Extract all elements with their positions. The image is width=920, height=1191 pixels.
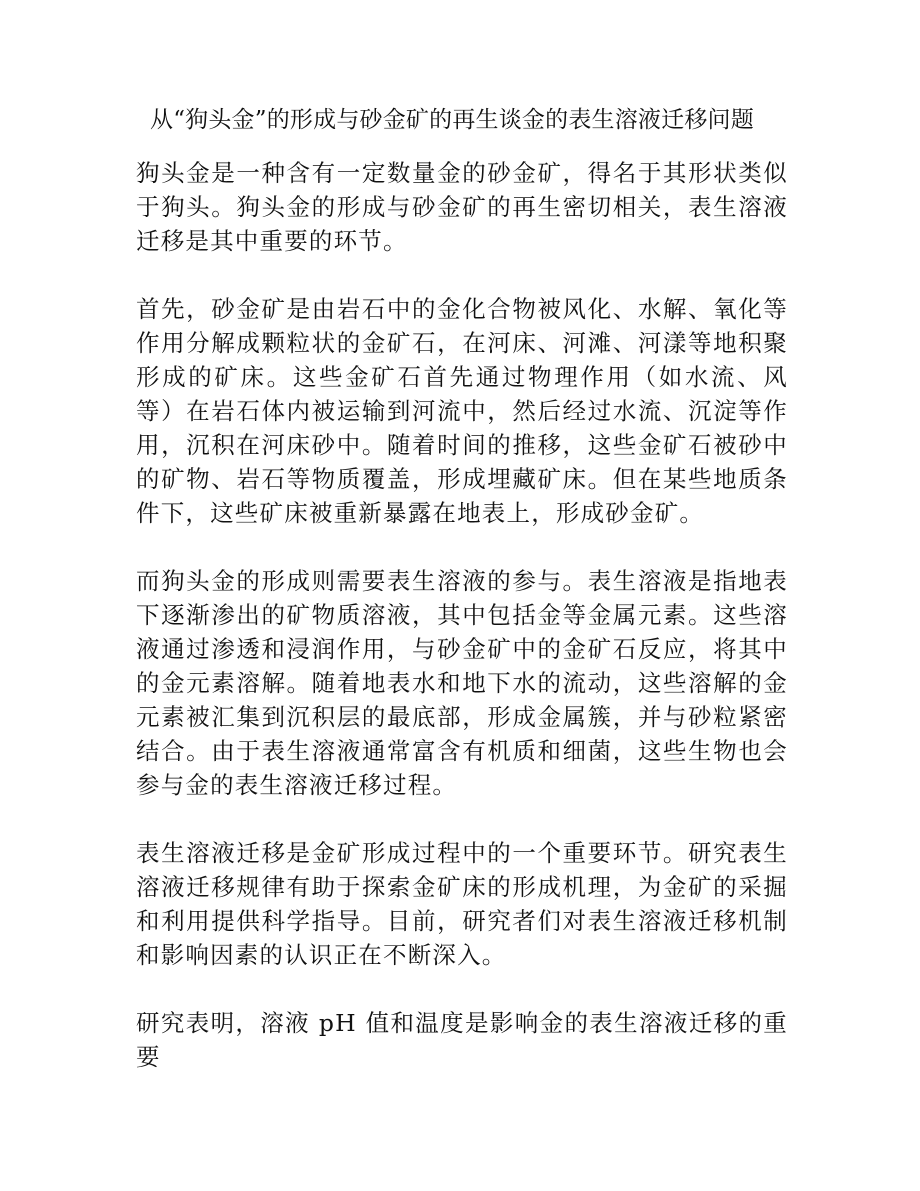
paragraph-4: 表生溶液迁移是金矿形成过程中的一个重要环节。研究表生溶液迁移规律有助于探索金矿床的形成机理，为金矿的采掘和利用提供科学指导。目前，研究者们对表生溶液迁移机制和影响因素的认识正在不断深入。 <box>136 839 788 969</box>
paragraph-2: 首先，砂金矿是由岩石中的金化合物被风化、水解、氧化等作用分解成颗粒状的金矿石，在河床、河滩、河漾等地积聚形成的矿床。这些金矿石首先通过物理作用（如水流、风等）在岩石体内被运输到河流中，然后经过水流、沉淀等作用，沉积在河床砂中。随着时间的推移，这些金矿石被砂中的矿物、岩石等物质覆盖，形成埋藏矿床。但在某些地质条件下，这些矿床被重新暴露在地表上，形成砂金矿。 <box>136 295 788 527</box>
paragraph-3: 而狗头金的形成则需要表生溶液的参与。表生溶液是指地表下逐渐渗出的矿物质溶液，其中包括金等金属元素。这些溶液通过渗透和浸润作用，与砂金矿中的金矿石反应，将其中的金元素溶解。随着地表水和地下水的流动，这些溶解的金元素被汇集到沉积层的最底部，形成金属簇，并与砂粒紧密结合。由于表生溶液通常富含有机质和细菌，这些生物也会参与金的表生溶液迁移过程。 <box>136 567 788 799</box>
paragraph-5: 研究表明，溶液 pH 值和温度是影响金的表生溶液迁移的重要 <box>136 1009 788 1071</box>
paragraph-1: 狗头金是一种含有一定数量金的砂金矿，得名于其形状类似于狗头。狗头金的形成与砂金矿的再生密切相关，表生溶液迁移是其中重要的环节。 <box>136 159 788 255</box>
document-title: 从“狗头金”的形成与砂金矿的再生谈金的表生溶液迁移问题 <box>150 107 754 133</box>
document-body <box>136 156 788 1074</box>
